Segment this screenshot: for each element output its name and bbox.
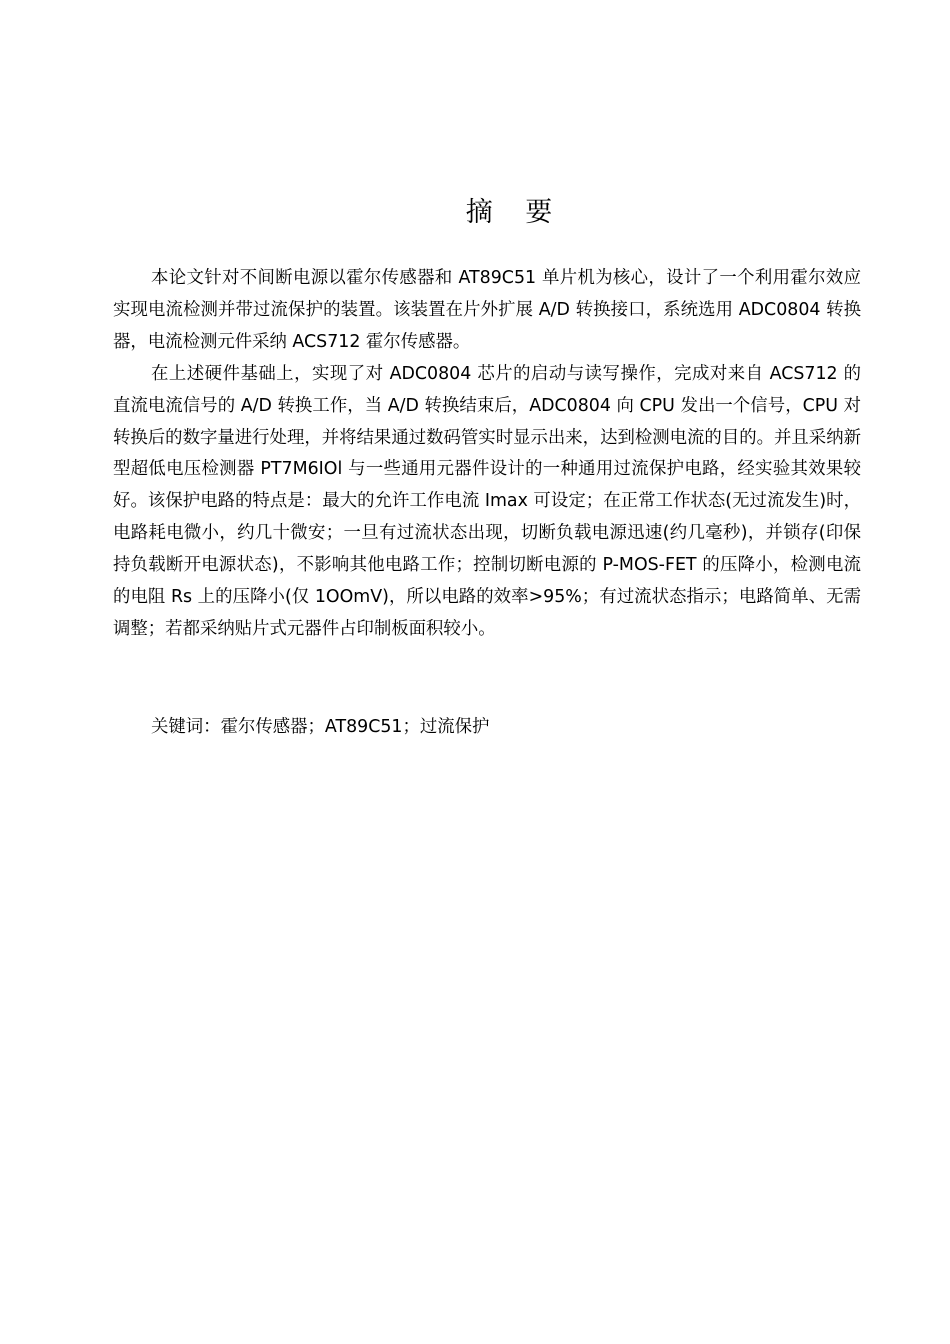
abstract-title: 摘 要 [465, 197, 565, 228]
abstract-paragraph-2: 在上述硬件基础上，实现了对 ADC0804 芯片的启动与读写操作，完成对来自 ACS712 的直流电流信号的 A/D 转换工作，当 A/D 转换结束后，ADC0804 向 CPU 发出一个信号，CPU 对转换后的数字量进行处理，并将结果通过数码管实时显示出来，达到检测电流的目的。并且采纳新型超低电压检测器 PT7M6IOl 与一些通用元器件设计的一种通用过流保护电路，经实验其效果较好。该保护电路的特点是：最大的允许工作电流 Imax 可设定；在正常工作状态(无过流发生)时，电路耗电微小，约几十微安；一旦有过流状态出现，切断负载电源迅速(约几毫秒)，并锁存(印保持负载断开电源状态)，不影响其他电路工作；控制切断电源的 P-MOS-FET 的压降小，检测电流的电阻 Rs 上的压降小(仅 1OOmV)，所以电路的效率>95%；有过流状态指示；电路简单、无需调整；若都采纳贴片式元器件占印制板面积较小。 [113, 363, 861, 639]
keywords-line: 关键词：霍尔传感器；AT89C51；过流保护 [151, 717, 490, 737]
abstract-paragraph-1: 本论文针对不间断电源以霍尔传感器和 AT89C51 单片机为核心，设计了一个利用霍尔效应实现电流检测并带过流保护的装置。该装置在片外扩展 A/D 转换接口，系统选用 ADC0804 转换器，电流检测元件采纳 ACS712 霍尔传感器。 [113, 268, 861, 352]
abstract-body [113, 263, 861, 646]
